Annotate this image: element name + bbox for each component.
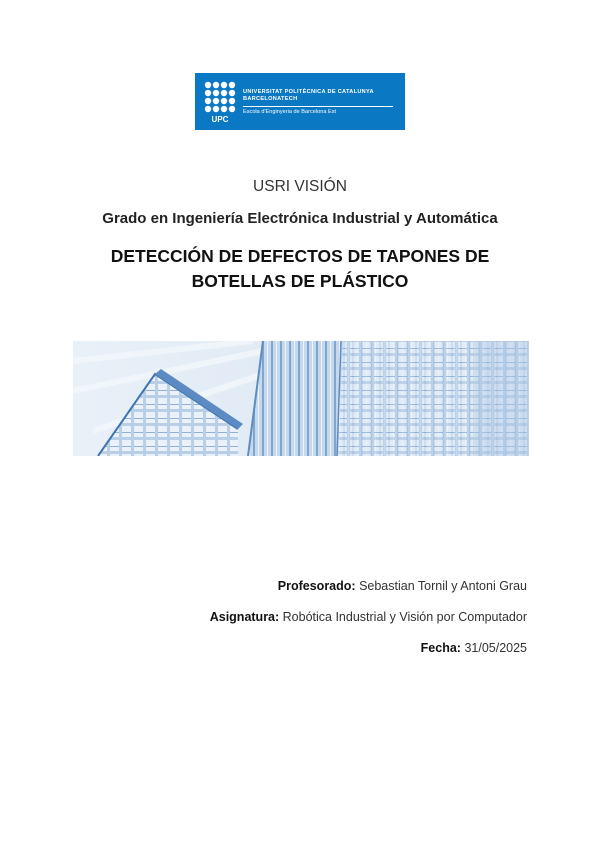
upc-emblem-icon <box>195 73 243 130</box>
document-title <box>80 244 520 294</box>
logo-divider <box>243 106 393 107</box>
logo-school-name: Escola d'Enginyeria de Barcelona Est <box>243 109 337 116</box>
title-line-2: BOTELLAS DE PLÁSTICO <box>191 271 409 291</box>
subject-line <box>210 610 527 624</box>
logo-barcelonatech: BARCELONATECH <box>243 95 298 102</box>
subject-value: Robótica Industrial y Visión por Computador <box>282 610 527 624</box>
date-line <box>421 641 527 655</box>
degree-name: Grado en Ingeniería Electrónica Industrial y Automática <box>102 210 498 227</box>
university-logo <box>195 73 405 130</box>
date-value: 31/05/2025 <box>464 641 527 655</box>
teachers-line <box>278 579 527 593</box>
logo-university-name: UNIVERSITAT POLITÈCNICA DE CATALUNYA <box>243 88 374 95</box>
building-facade-image <box>73 341 529 456</box>
date-label: Fecha: <box>420 641 461 655</box>
course-name: USRI VISIÓN <box>253 178 347 195</box>
title-line-1: DETECCIÓN DE DEFECTOS DE TAPONES DE <box>110 246 490 266</box>
subject-label: Asignatura: <box>209 610 280 624</box>
teachers-value: Sebastian Tornil y Antoni Grau <box>359 579 527 593</box>
logo-mark-text: UPC <box>211 115 229 124</box>
teachers-label: Profesorado: <box>277 579 356 593</box>
